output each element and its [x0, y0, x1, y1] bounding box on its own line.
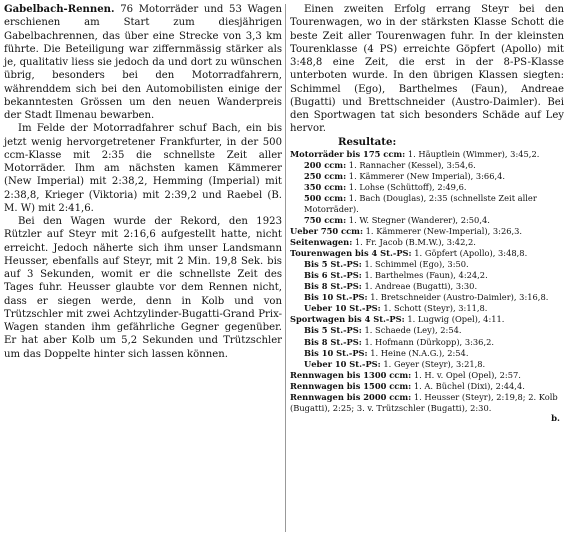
result-line: [290, 292, 564, 303]
result-text: 1. Hofmann (Dürkopp), 3:36,2.: [361, 336, 495, 347]
result-class: Rennwagen bis 1500 ccm:: [290, 380, 412, 391]
result-class: Motorräder bis 175 ccm:: [290, 148, 406, 159]
result-class: Ueber 10 St.-PS:: [304, 358, 381, 369]
result-line: [290, 171, 564, 182]
result-line: [290, 392, 564, 414]
paragraph-motorcycles: Im Felde der Motorradfahrer schuf Bach, ein bis jetzt wenig hervorgetretener Frankfurter, in der 500 ccm-Klasse mit 2:35 die schnellste Zeit aller Motorräder. Ihm am nächsten kamen Kämmerer (New Imperial) mit 2:38,2, Hemming (Imperial) mit 2:38,8, Krieger (Viktoria) mit 2:39,2 und Raebel (B. M. W) mit 2:41,6.: [4, 123, 282, 214]
result-line: [290, 303, 564, 314]
result-text: 1. A. Büchel (Dixi), 2:44,4.: [411, 380, 525, 391]
result-text: 1. Fr. Jacob (B.M.W.), 3:42,2.: [352, 237, 476, 248]
result-text: 1. Geyer (Steyr), 3:21,8.: [380, 358, 486, 369]
paragraph-intro: [4, 3, 282, 122]
left-column: [4, 3, 282, 361]
paragraph-steyr: Einen zweiten Erfolg errang Steyr bei den Tourenwagen, wo in der stärksten Klasse Schott die beste Zeit aller Tourenwagen fuhr. In der kleinsten Tourenklasse (4 PS) erreichte Göpfert (Apollo) mit 3:48,8 eine Zeit, die erst in der 8-PS-Klasse unterboten wurde. In den übrigen Klassen siegten: Schimmel (Ego), Barthelmes (Faun), Andreae (Bugatti) und Brettschneider (Austro-Daimler). Bei den Sportwagen tat sich besonders Schäde auf Ley hervor.: [290, 4, 564, 135]
result-class: Bis 5 St.-PS:: [304, 325, 362, 336]
result-line: [290, 149, 564, 160]
result-line: [290, 337, 564, 348]
result-class: Seitenwagen:: [290, 237, 353, 248]
result-text: 1. Lugwig (Opel), 4:11.: [404, 314, 505, 325]
result-line: [290, 359, 564, 370]
result-line: [290, 314, 564, 325]
result-class: Bis 8 St.-PS:: [304, 336, 362, 347]
result-line: [290, 237, 564, 248]
result-class: Tourenwagen bis 4 St.-PS:: [290, 248, 412, 259]
result-text: 1. Bach (Douglas), 2:35 (schnellste Zeit aller Motorräder).: [304, 192, 537, 214]
result-text: 1. Kämmerer (New-Imperial), 3:26,3.: [363, 226, 523, 237]
result-line: [290, 193, 564, 215]
result-class: 200 ccm:: [304, 159, 347, 170]
result-text: 1. Barthelmes (Faun), 4:24,2.: [361, 270, 488, 281]
result-class: Rennwagen bis 2000 ccm:: [290, 391, 412, 402]
result-line: [290, 259, 564, 270]
result-line: [290, 182, 564, 193]
result-class: Bis 5 St.-PS:: [304, 259, 362, 270]
result-text: 1. H. v. Opel (Opel), 2:57.: [411, 369, 521, 380]
result-text: 1. Bretschneider (Austro-Daimler), 3:16,8.: [367, 292, 549, 303]
result-text: 1. W. Stegner (Wanderer), 2:50,4.: [346, 214, 490, 225]
result-text: 1. Andreae (Bugatti), 3:30.: [361, 281, 478, 292]
result-line: [290, 160, 564, 171]
result-text: 1. Heine (N.A.G.), 2:54.: [367, 347, 469, 358]
result-line: [290, 325, 564, 336]
results-list: [290, 149, 564, 414]
paragraph-cars: Bei den Wagen wurde der Rekord, den 1923 Rützler auf Steyr mit 2:16,6 aufgestellt hatte, nicht erreicht. Jedoch näherte sich ihm unser Landsmann Heusser, ebenfalls auf Steyr, mit 2 Min. 19,8 Sek. bis auf 3 Sekunden, womit er die schnellste Zeit des Tages fuhr. Heusser glaubte vor dem Rennen nicht, dass er siegen werde, denn in Kolb und von Trützschler mit zwei Achtzylinder-Bugatti-Grand Prix-Wagen standen ihm gefährliche Gegner gegenüber. Er hat aber Kolb um 5,2 Sekunden und Trützschler um das Doppelte hinter sich lassen können.: [4, 216, 282, 360]
result-class: 250 ccm:: [304, 170, 347, 181]
result-line: [290, 248, 564, 259]
result-class: 350 ccm:: [304, 181, 347, 192]
result-class: Rennwagen bis 1300 ccm:: [290, 369, 412, 380]
result-line: [290, 370, 564, 381]
result-text: 1. Göpfert (Apollo), 3:48,8.: [411, 248, 528, 259]
result-class: Bis 6 St.-PS:: [304, 270, 362, 281]
result-text: 1. Schott (Steyr), 3:11,8.: [380, 303, 488, 314]
result-line: [290, 348, 564, 359]
right-column: [290, 3, 564, 424]
result-text: 1. Heusser (Steyr), 2:19,8; 2. Kolb (Bugatti), 2:25; 3. v. Trützschler (Bugatti), 2:30.: [290, 391, 558, 413]
result-class: 750 ccm:: [304, 214, 347, 225]
result-class: Sportwagen bis 4 St.-PS:: [290, 314, 405, 325]
result-line: [290, 270, 564, 281]
result-class: Bis 10 St.-PS:: [304, 292, 368, 303]
result-class: Ueber 750 ccm:: [290, 226, 364, 237]
result-text: 1. Schaede (Ley), 2:54.: [361, 325, 462, 336]
result-text: 1. Kämmerer (New Imperial), 3:66,4.: [346, 170, 506, 181]
author-signature: b.: [551, 413, 560, 424]
result-line: [290, 281, 564, 292]
results-heading: Resultate:: [338, 135, 397, 148]
result-class: Ueber 10 St.-PS:: [304, 303, 381, 314]
column-divider: [285, 4, 286, 532]
result-class: 500 ccm:: [304, 192, 347, 203]
result-text: 1. Schimmel (Ego), 3:50.: [361, 259, 469, 270]
result-class: Bis 10 St.-PS:: [304, 347, 368, 358]
article-title: Gabelbach-Rennen.: [4, 4, 115, 15]
result-line: [290, 381, 564, 392]
paragraph-text: 76 Motorräder und 53 Wagen erschienen am Start zum diesjährigen Gabelbachrennen, das über eine Strecke von 3,3 km führte. Die Beteiligung war ziffernmässig stärker als je, qualitativ liess sie jedoch da und dort zu wünschen übrig, besonders bei den Motorradfahrern, währenddem sich bei den Automobilisten einige der bekanntesten Grössen um den neuen Wanderpreis der Stadt Ilmenau bewarben.: [4, 4, 282, 121]
result-class: Bis 8 St.-PS:: [304, 281, 362, 292]
result-text: 1. Rannacher (Kessel), 3:54,6.: [346, 159, 476, 170]
result-line: [290, 215, 564, 226]
result-line: [290, 226, 564, 237]
result-text: 1. Häuptlein (Wimmer), 3:45,2.: [405, 148, 540, 159]
result-text: 1. Lohse (Schüttoff), 2:49,6.: [346, 181, 467, 192]
